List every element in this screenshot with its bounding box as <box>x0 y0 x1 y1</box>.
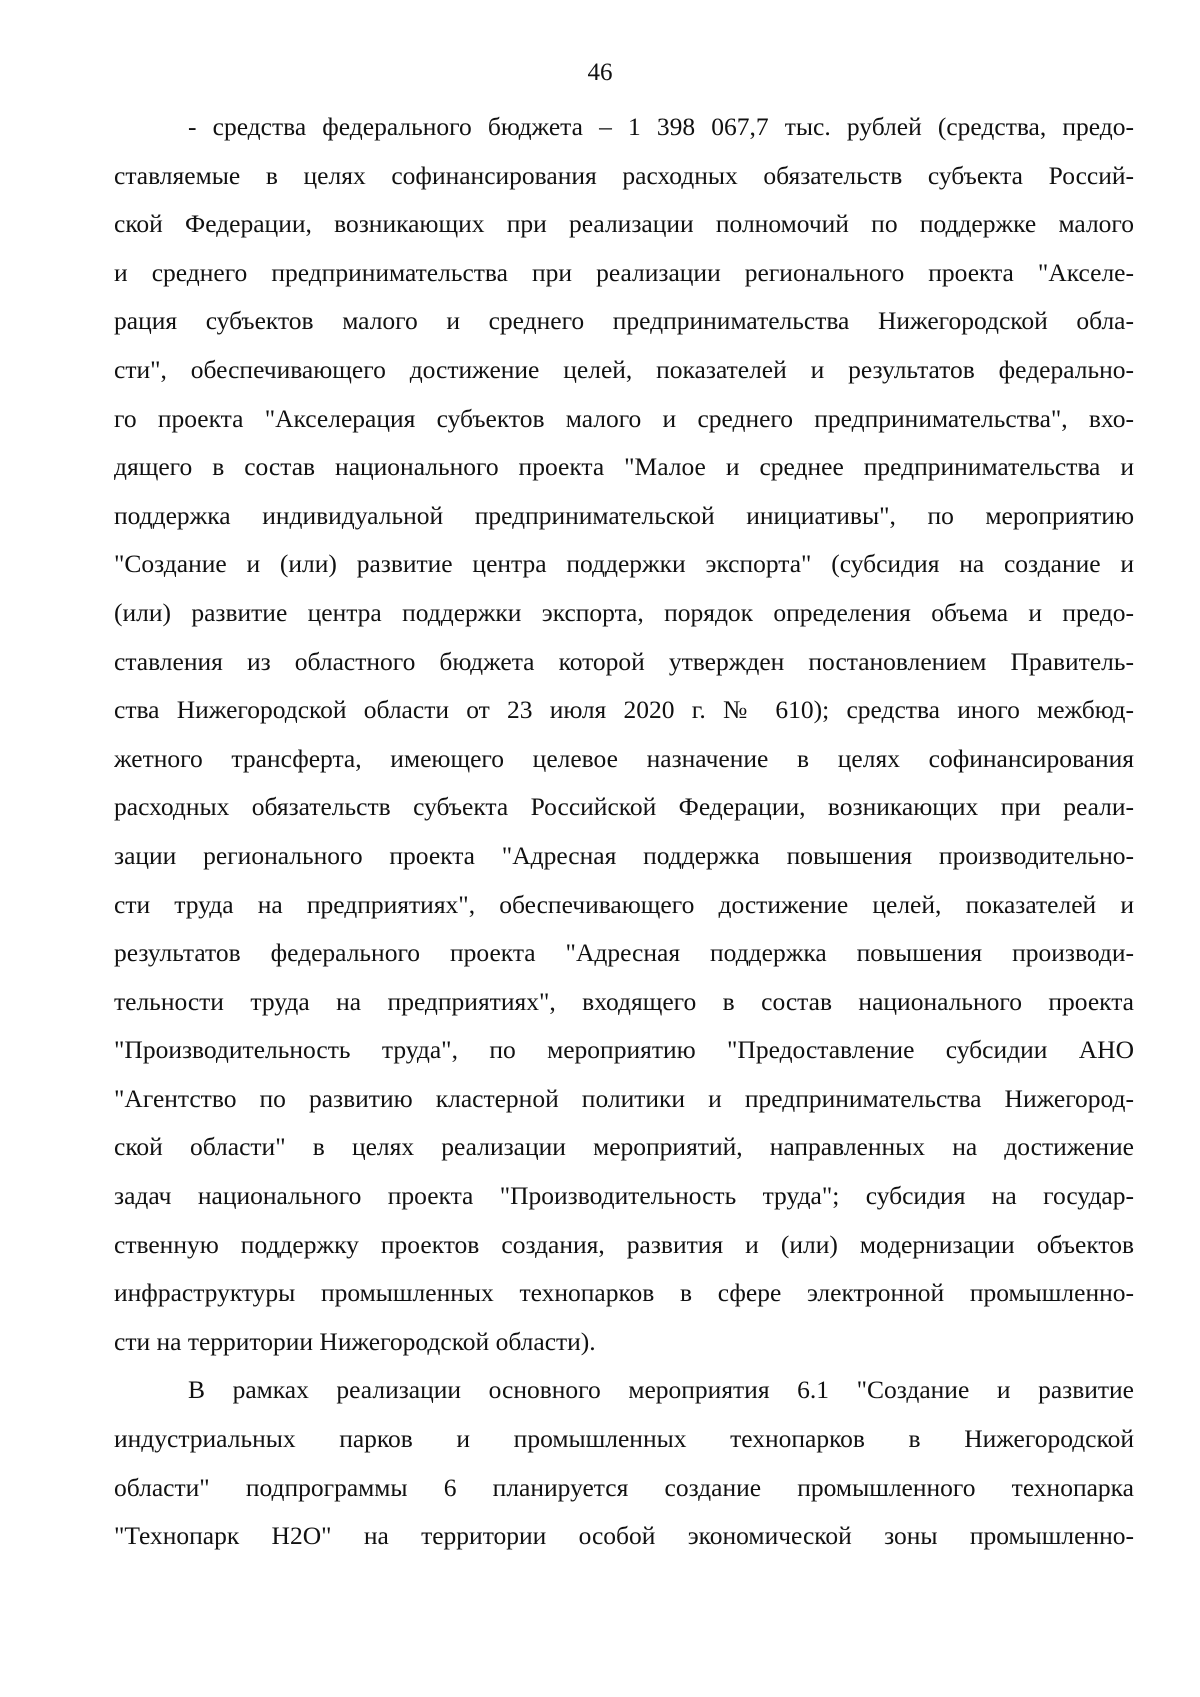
text-line: результатов федерального проекта "Адресная поддержка повышения производи- <box>114 938 1134 968</box>
text-line: "Производительность труда", по мероприятию "Предоставление субсидии АНО <box>114 1035 1134 1065</box>
page-number: 46 <box>587 59 613 86</box>
text-line: зации регионального проекта "Адресная поддержка повышения производительно- <box>114 840 1134 870</box>
text-line: - средства федерального бюджета – 1 398 067,7 тыс. рублей (средства, предо- <box>188 112 1134 141</box>
text-line: ставляемые в целях софинансирования расходных обязательств субъекта Россий- <box>114 160 1134 190</box>
text-line: поддержка индивидуальной предпринимательской инициативы", по мероприятию <box>114 500 1134 530</box>
text-line: сти на территории Нижегородской области). <box>114 1326 596 1356</box>
text-line: ства Нижегородской области от 23 июля 2020 г. № 610); средства иного межбюд- <box>114 695 1134 725</box>
text-line: (или) развитие центра поддержки экспорта, порядок определения объема и предо- <box>114 597 1134 627</box>
text-line: ской области" в целях реализации мероприятий, направленных на достижение <box>114 1132 1134 1162</box>
text-line: и среднего предпринимательства при реализации регионального проекта "Акселе- <box>114 257 1134 287</box>
text-line: дящего в состав национального проекта "Малое и среднее предпринимательства и <box>114 452 1134 482</box>
text-line: сти", обеспечивающего достижение целей, показателей и результатов федерально- <box>114 354 1134 384</box>
text-line: инфраструктуры промышленных технопарков в сфере электронной промышленно- <box>114 1278 1134 1308</box>
text-line: сти труда на предприятиях", обеспечивающего достижение целей, показателей и <box>114 889 1134 919</box>
text-line: "Агентство по развитию кластерной политики и предпринимательства Нижегород- <box>114 1083 1134 1113</box>
text-line: ставления из областного бюджета которой утвержден постановлением Правитель- <box>114 646 1134 676</box>
text-line: индустриальных парков и промышленных технопарков в Нижегородской <box>114 1424 1134 1454</box>
text-line: рация субъектов малого и среднего предпринимательства Нижегородской обла- <box>114 306 1134 336</box>
text-line: В рамках реализации основного мероприятия 6.1 "Создание и развитие <box>188 1375 1134 1405</box>
text-line: ственную поддержку проектов создания, развития и (или) модернизации объектов <box>114 1229 1134 1259</box>
text-line: жетного трансферта, имеющего целевое назначение в целях софинансирования <box>114 743 1134 773</box>
text-line: го проекта "Акселерация субъектов малого и среднего предпринимательства", вхо- <box>114 403 1134 433</box>
text-line: "Технопарк Н2О" на территории особой экономической зоны промышленно- <box>114 1521 1134 1551</box>
text-line: расходных обязательств субъекта Российской Федерации, возникающих при реали- <box>114 792 1134 822</box>
text-line: области" подпрограммы 6 планируется создание промышленного технопарка <box>114 1472 1134 1502</box>
text-line: ской Федерации, возникающих при реализации полномочий по поддержке малого <box>114 209 1134 239</box>
text-line: "Создание и (или) развитие центра поддержки экспорта" (субсидия на создание и <box>114 549 1134 579</box>
text-line: тельности труда на предприятиях", входящего в состав национального проекта <box>114 986 1134 1016</box>
body-text <box>114 103 1134 1561</box>
text-line: задач национального проекта "Производительность труда"; субсидия на государ- <box>114 1181 1134 1211</box>
